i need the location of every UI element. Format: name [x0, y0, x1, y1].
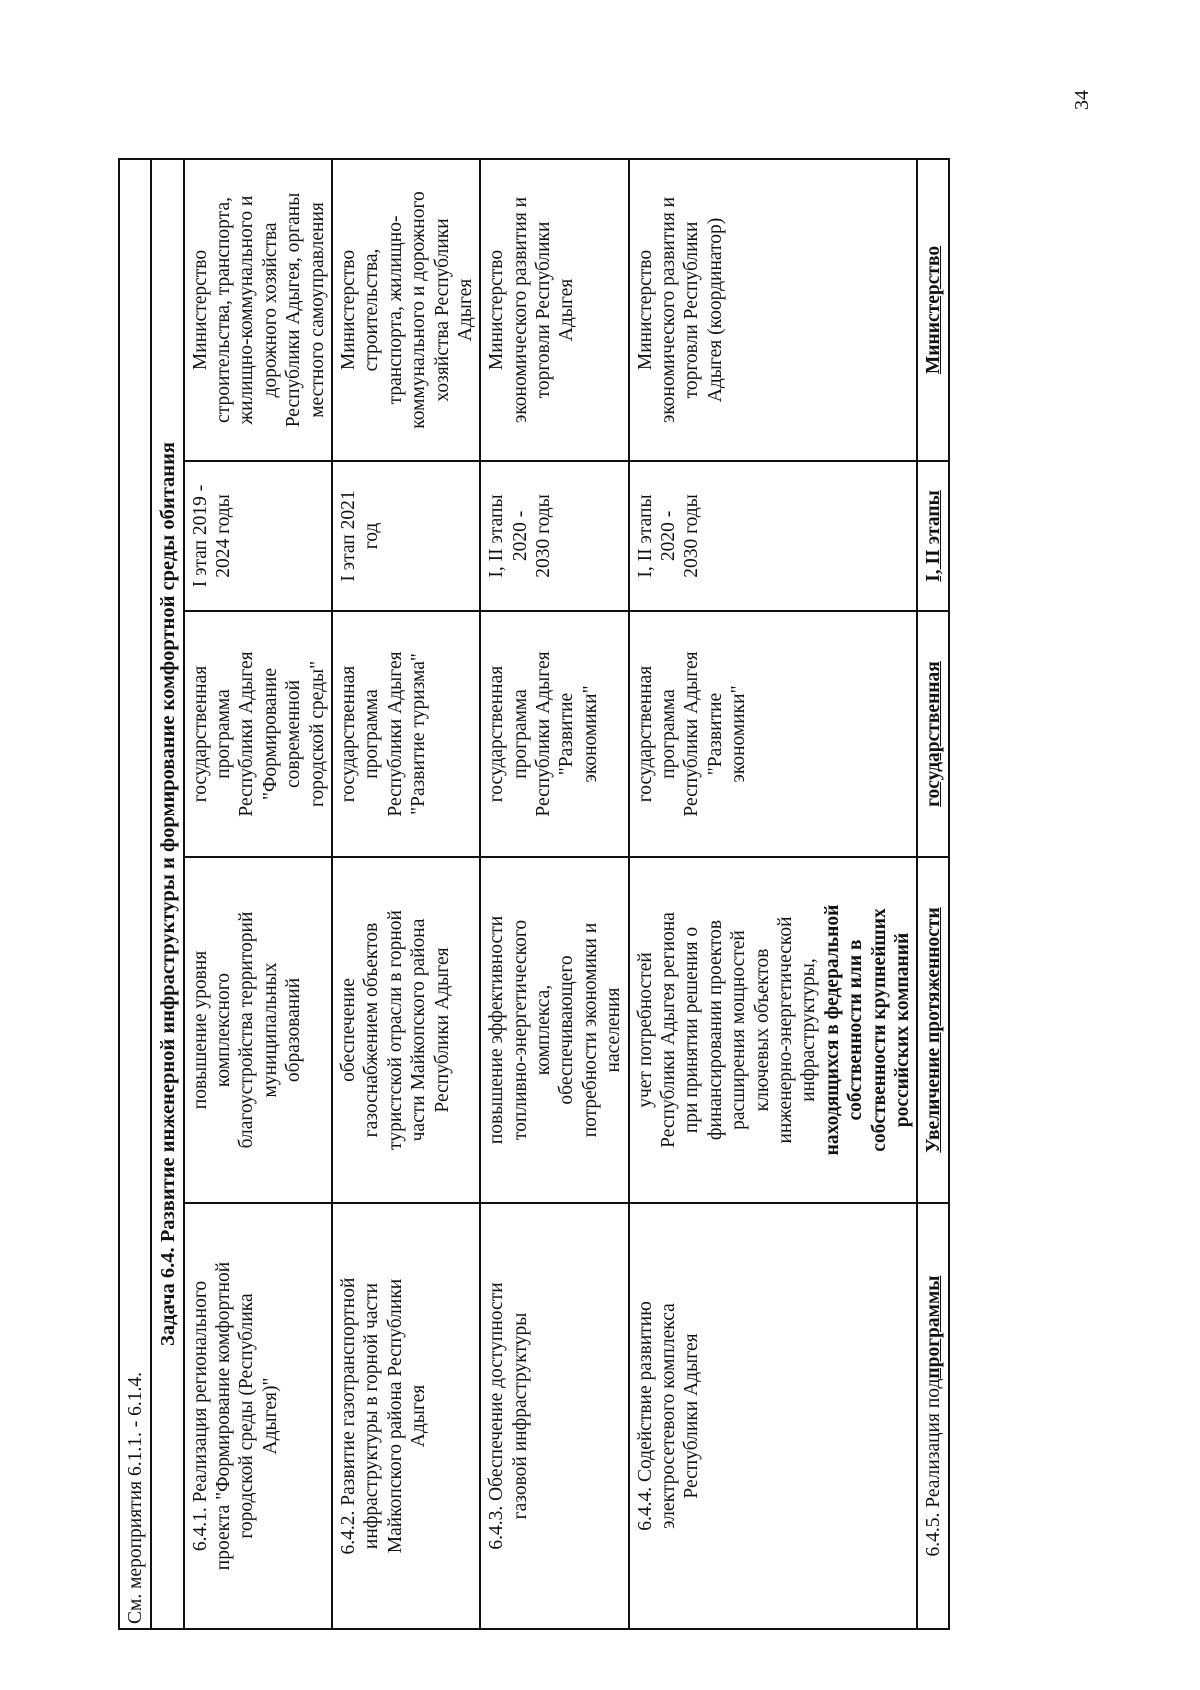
executor-cell: Министерство строительства, транспорта, жилищно-коммунального и дорожного хозяйства Республики Адыгея, органы местного самоуправления: [184, 159, 332, 461]
executor-cell: Министерство экономического развития и торговли Республики Адыгея: [480, 159, 628, 461]
reference-row: [119, 159, 151, 1629]
result-cell: повышение уровня комплексного благоустройства территорий муниципальных образований: [184, 857, 332, 1203]
program-cell: государственная: [917, 611, 949, 857]
measure-cell: [917, 1203, 949, 1629]
measure-cell: 6.4.3. Обеспечение доступности газовой инфраструктуры: [480, 1203, 628, 1629]
period-cell: I, II этапы 2020 - 2030 годы: [629, 461, 918, 611]
page-number: 34: [1070, 90, 1093, 110]
executor-cell: Министерство экономического развития и торговли Республики Адыгея (координатор): [629, 159, 918, 461]
program-cell: государственная программа Республики Адыгея "Развитие экономики": [629, 611, 918, 857]
task-heading-row: [151, 159, 184, 1629]
task-heading: Задача 6.4. Развитие инженерной инфраструктуры и формирование комфортной среды обитания: [151, 159, 184, 1629]
period-cell: I, II этапы 2020 - 2030 годы: [480, 461, 628, 611]
measure-cell: 6.4.2. Развитие газотранспортной инфраструктуры в горной части Майкопского района Республики Адыгея: [332, 1203, 480, 1629]
reference-empty-cell: [119, 159, 151, 857]
measure-cell: 6.4.4. Содействие развитию электросетевого комплекса Республики Адыгея: [629, 1203, 918, 1629]
program-cell: государственная программа Республики Адыгея "Развитие туризма": [332, 611, 480, 857]
period-cell: I, II этапы: [917, 461, 949, 611]
measures-table: [118, 160, 1030, 1630]
result-cell: Увеличение протяженности: [917, 857, 949, 1203]
measure-text: 6.4.5. Реализация под: [923, 1378, 945, 1557]
result-text: учет потребностей Республики Адыгея региона при принятии решения о финансировании проектов расширения мощностей ключевых объектов инженерно-энергетической инфраструктуры,: [634, 912, 820, 1148]
result-text-bold: находящихся в федеральной собственности или в собственности крупнейших российских компаний: [821, 904, 913, 1156]
table-row: [332, 159, 480, 1629]
executor-cell: Министерство: [917, 159, 949, 461]
reference-text: См. мероприятия 6.1.1. - 6.1.4.: [119, 857, 151, 1629]
period-cell: I этап 2021 год: [332, 461, 480, 611]
result-cell: обеспечение газоснабжением объектов туристской отрасли в горной части Майкопского района Республики Адыгея: [332, 857, 480, 1203]
table-row: [629, 159, 918, 1629]
executor-cell: Министерство строительства, транспорта, жилищно- коммунального и дорожного хозяйства Республики Адыгея: [332, 159, 480, 461]
table-row: [184, 159, 332, 1629]
measure-cell: 6.4.1. Реализация регионального проекта "Формирование комфортной городской среды (Республика Адыгея)": [184, 1203, 332, 1629]
period-cell: I этап 2019 - 2024 годы: [184, 461, 332, 611]
measure-text-bold: программы: [923, 1275, 945, 1379]
table-row: [917, 159, 949, 1629]
result-cell: повышение эффективности топливно-энергетического комплекса, обеспечивающего потребности экономики и населения: [480, 857, 628, 1203]
result-cell: [629, 857, 918, 1203]
program-cell: государственная программа Республики Адыгея "Развитие экономики": [480, 611, 628, 857]
program-cell: государственная программа Республики Адыгея "Формирование современной городской среды": [184, 611, 332, 857]
table-row: [480, 159, 628, 1629]
